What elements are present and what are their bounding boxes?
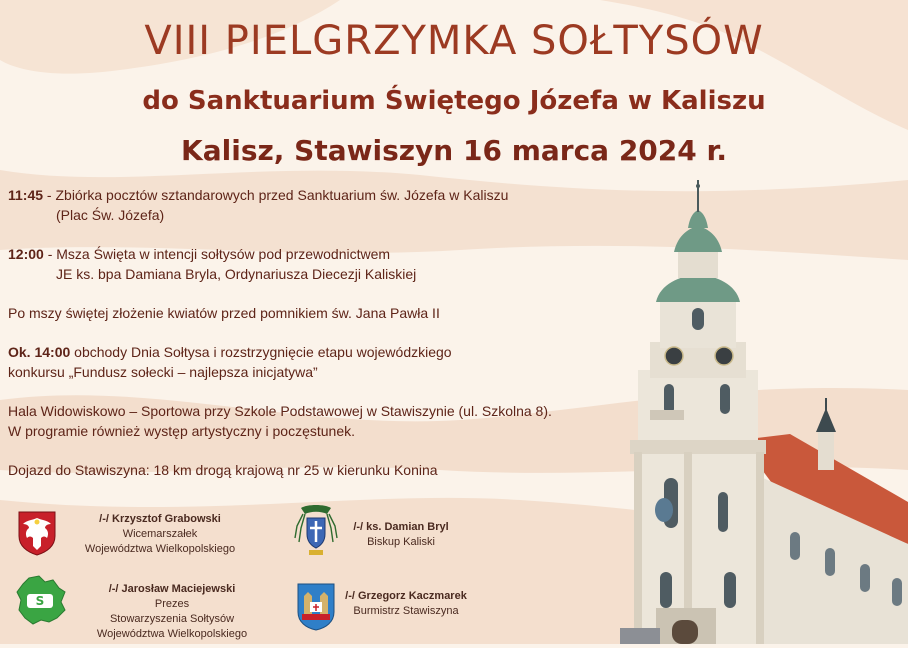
stawiszyn-coat-of-arms-icon bbox=[296, 582, 336, 632]
program-item-6 bbox=[8, 460, 628, 480]
program-text-4b: konkursu „Fundusz sołecki – najlepsza inicjatywa” bbox=[8, 364, 318, 380]
signature-name: /-/ Jarosław Maciejewski bbox=[108, 583, 236, 595]
signature-role: Burmistrz Stawiszyna bbox=[353, 605, 459, 617]
signature-role: Biskup Kaliski bbox=[367, 536, 435, 548]
signature-role: Województwa Wielkopolskiego bbox=[96, 628, 248, 640]
program-text-2: - Msza Święta w intencji sołtysów pod przewodnictwem bbox=[43, 246, 391, 262]
signature-role: Wicemarszałek bbox=[122, 528, 198, 540]
program-text-3: Po mszy świętej złożenie kwiatów przed pomnikiem św. Jana Pawła II bbox=[8, 305, 440, 321]
program-text-5a: Hala Widowiskowo – Sportowa przy Szkole Podstawowej w Stawiszynie (ul. Szkolna 8). bbox=[8, 403, 552, 419]
program-list bbox=[8, 185, 628, 499]
signature-bryl bbox=[343, 520, 459, 550]
signature-role: Województwa Wielkopolskiego bbox=[84, 543, 236, 555]
sanctuary-church-image bbox=[620, 172, 908, 644]
signature-name: /-/ ks. Damian Bryl bbox=[353, 521, 449, 533]
wielkopolska-eagle-icon bbox=[17, 510, 57, 556]
program-item-4 bbox=[8, 342, 628, 382]
event-date: Kalisz, Stawiszyn 16 marca 2024 r. bbox=[181, 134, 727, 167]
program-text-1: - Zbiórka pocztów sztandarowych przed Sanktuarium św. Józefa w Kaliszu bbox=[43, 187, 509, 203]
signature-maciejewski bbox=[62, 582, 282, 642]
soltys-association-logo-icon bbox=[15, 574, 67, 626]
signature-name: /-/ Grzegorz Kaczmarek bbox=[345, 590, 467, 602]
program-time-1: 11:45 bbox=[8, 187, 44, 203]
signature-role: Stowarzyszenia Sołtysów bbox=[109, 613, 235, 625]
signature-role: Prezes bbox=[154, 598, 190, 610]
svg-text:S: S bbox=[35, 594, 45, 608]
program-text-6: Dojazd do Stawiszyna: 18 km drogą krajową nr 25 w kierunku Konina bbox=[8, 462, 438, 478]
program-text-4: obchody Dnia Sołtysa i rozstrzygnięcie etapu wojewódzkiego bbox=[70, 344, 452, 360]
signature-grabowski bbox=[60, 512, 260, 557]
program-item-5 bbox=[8, 401, 628, 441]
program-subtext-2: JE ks. bpa Damiana Bryla, Ordynariusza Diecezji Kaliskiej bbox=[56, 266, 417, 282]
signature-name: /-/ Krzysztof Grabowski bbox=[99, 513, 221, 525]
program-time-2: 12:00 bbox=[8, 246, 44, 262]
program-subtext-1: (Plac Św. Józefa) bbox=[56, 207, 165, 223]
program-item-2 bbox=[8, 244, 628, 284]
event-title: VIII PIELGRZYMKA SOŁTYSÓW bbox=[144, 18, 764, 64]
event-subtitle: do Sanktuarium Świętego Józefa w Kaliszu bbox=[142, 86, 766, 116]
program-text-5b: W programie również występ artystyczny i poczęstunek. bbox=[8, 423, 356, 439]
program-item-1 bbox=[8, 185, 628, 225]
program-item-3 bbox=[8, 303, 628, 323]
signature-kaczmarek bbox=[340, 589, 472, 619]
program-time-4: Ok. 14:00 bbox=[8, 344, 71, 360]
bishop-coat-of-arms-icon bbox=[293, 504, 339, 558]
